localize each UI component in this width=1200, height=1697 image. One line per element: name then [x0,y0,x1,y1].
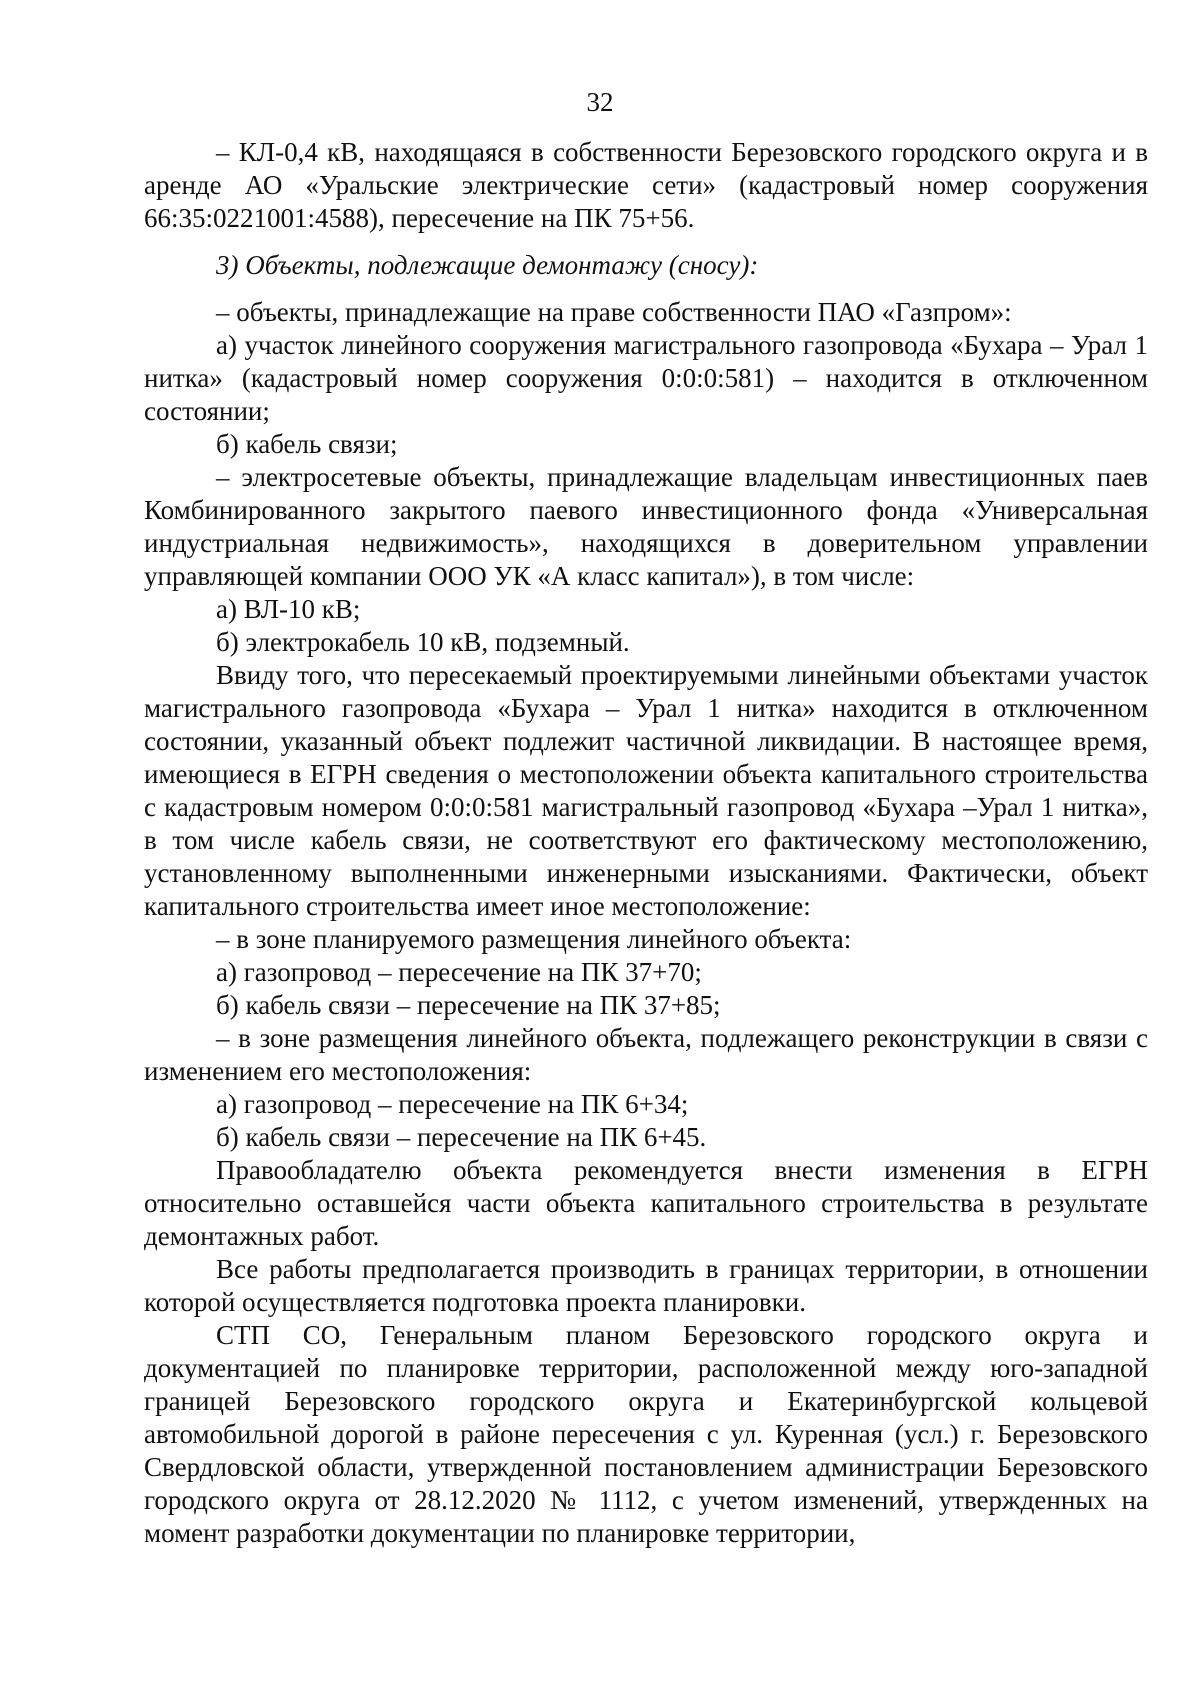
paragraph-gazprom-objects: – объекты, принадлежащие на праве собственности ПАО «Газпром»: [216,297,1012,327]
paragraph-kl-04: – КЛ-0,4 кВ, находящаяся в собственности Березовского городского округа и в аренде АО «Уральские электрические сети» (кадастровый номер сооружения 66:35:0221001:4588), пересечение на ПК 75+56. [144,137,1148,233]
paragraph-work-boundaries: Все работы предполагается производить в границах территории, в отношении которой осуществляется подготовка проекта планировки. [144,1254,1148,1317]
paragraph-electric-cable-10: б) электрокабель 10 кВ, подземный. [216,627,630,657]
paragraph-gas-pipeline-6-34: а) газопровод – пересечение на ПК 6+34; [216,1089,689,1119]
paragraph-electric-grid-objects: – электросетевые объекты, принадлежащие владельцам инвестиционных паев Комбинированного закрытого паевого инвестиционного фонда «Универсальная индустриальная недвижимость», находящихся в доверительном управлении управляющей компании ООО УК «А класс капитал»), в том числе: [144,462,1148,591]
paragraph-partial-liquidation: Ввиду того, что пересекаемый проектируемыми линейными объектами участок магистрального газопровода «Бухара – Урал 1 нитка» находится в отключенном состоянии, указанный объект подлежит частичной ликвидации. В настоящее время, имеющиеся в ЕГРН сведения о местоположении объекта капитального строительства с кадастровым номером 0:0:0:581 магистральный газопровод «Бухара –Урал 1 нитка», в том числе кабель связи, не соответствуют его фактическому местоположению, установленному выполненными инженерными изысканиями. Фактически, объект капитального строительства имеет иное местоположение: [144,660,1148,921]
document-body [144,136,1148,1550]
paragraph-reconstruction-zone: – в зоне размещения линейного объекта, подлежащего реконструкции в связи с изменением его местоположения: [144,1023,1148,1086]
paragraph-vl-10: а) ВЛ-10 кВ; [216,594,361,624]
page-number: 32 [586,87,614,117]
paragraph-cable-6-45: б) кабель связи – пересечение на ПК 6+45. [216,1122,707,1152]
paragraph-communication-cable: б) кабель связи; [216,429,398,459]
paragraph-egrn-changes: Правообладателю объекта рекомендуется внести изменения в ЕГРН относительно оставшейся части объекта капитального строительства в результате демонтажных работ. [144,1155,1148,1251]
section-heading-demolition: 3) Объекты, подлежащие демонтажу (сносу): [216,250,759,280]
paragraph-cable-37-85: б) кабель связи – пересечение на ПК 37+85; [216,990,721,1020]
paragraph-planned-zone: – в зоне планируемого размещения линейного объекта: [216,924,852,954]
paragraph-stp-so: СТП СО, Генеральным планом Березовского городского округа и документацией по планировке территории, расположенной между юго-западной границей Березовского городского округа и Екатеринбургской кольцевой автомобильной дорогой в районе пересечения с ул. Куренная (усл.) г. Березовского Свердловской области, утвержденной постановлением администрации Березовского городского округа от 28.12.2020 № 1112, с учетом изменений, утвержденных на момент разработки документации по планировке территории, [144,1320,1148,1548]
paragraph-gas-pipeline-section: а) участок линейного сооружения магистрального газопровода «Бухара – Урал 1 нитка» (кадастровый номер сооружения 0:0:0:581) – находится в отключенном состоянии; [144,330,1148,426]
paragraph-gas-pipeline-37-70: а) газопровод – пересечение на ПК 37+70; [216,957,702,987]
